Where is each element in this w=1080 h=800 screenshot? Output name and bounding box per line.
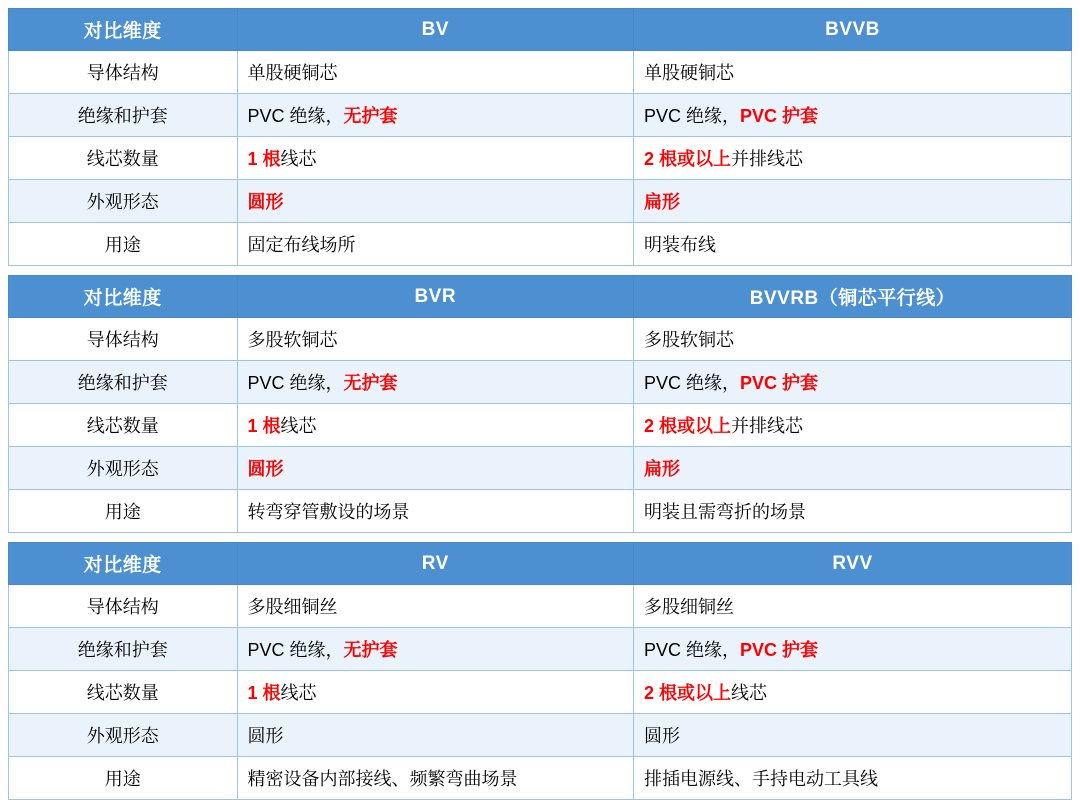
cell-type-1: [237, 447, 633, 490]
table-row: [9, 318, 1072, 361]
cell-type-2: [634, 318, 1072, 361]
cell-text: 明装布线: [644, 235, 717, 255]
comparison-table-bv-bvvb: [8, 8, 1072, 266]
highlighted-text: 无护套: [343, 373, 398, 393]
cell-type-2: [634, 714, 1072, 757]
highlighted-text: 2 根或以上: [644, 416, 732, 436]
table-header-row: [9, 543, 1072, 585]
table-row: [9, 51, 1072, 94]
cell-dimension: 线芯数量: [9, 137, 238, 180]
cell-dimension: 线芯数量: [9, 404, 238, 447]
cell-type-1: [237, 628, 633, 671]
cell-text: PVC 绝缘，: [644, 106, 741, 126]
cell-type-1: [237, 137, 633, 180]
cell-text: PVC 绝缘，: [247, 373, 344, 393]
cell-dimension: 用途: [9, 223, 238, 266]
cell-dimension: 外观形态: [9, 447, 238, 490]
comparison-table-bvr-bvvrb: [8, 275, 1072, 533]
cell-type-1: [237, 404, 633, 447]
column-header-dimension: 对比维度: [9, 276, 238, 318]
cell-text: 线芯: [731, 683, 768, 703]
highlighted-text: PVC 护套: [740, 106, 819, 126]
highlighted-text: 圆形: [247, 192, 284, 212]
cell-text: 并排线芯: [731, 416, 804, 436]
column-header-type-2: BVVB: [634, 9, 1072, 51]
table-row: [9, 180, 1072, 223]
column-header-type-1: RV: [237, 543, 633, 585]
cell-text: 圆形: [644, 726, 681, 746]
cell-text: 多股细铜丝: [644, 597, 735, 617]
column-header-dimension: 对比维度: [9, 543, 238, 585]
table-row: [9, 628, 1072, 671]
cell-type-2: [634, 757, 1072, 800]
cell-type-1: [237, 94, 633, 137]
highlighted-text: 1 根: [247, 683, 281, 703]
cell-type-2: [634, 180, 1072, 223]
cell-type-1: [237, 223, 633, 266]
cell-text: 多股软铜芯: [644, 330, 735, 350]
cell-type-2: [634, 490, 1072, 533]
cell-dimension: 导体结构: [9, 585, 238, 628]
table-header-row: [9, 9, 1072, 51]
cell-text: 精密设备内部接线、频繁弯曲场景: [247, 769, 518, 789]
cell-text: 线芯: [280, 149, 317, 169]
table-row: [9, 714, 1072, 757]
column-header-type-1: BVR: [237, 276, 633, 318]
table-row: [9, 757, 1072, 800]
cell-dimension: 外观形态: [9, 714, 238, 757]
cell-dimension: 外观形态: [9, 180, 238, 223]
cell-text: 排插电源线、手持电动工具线: [644, 769, 879, 789]
highlighted-text: PVC 护套: [740, 373, 819, 393]
highlighted-text: 扁形: [644, 192, 681, 212]
highlighted-text: 2 根或以上: [644, 149, 732, 169]
cell-text: 多股细铜丝: [247, 597, 338, 617]
cell-type-2: [634, 404, 1072, 447]
cell-text: 圆形: [247, 726, 284, 746]
cell-dimension: 导体结构: [9, 318, 238, 361]
column-header-dimension: 对比维度: [9, 9, 238, 51]
comparison-table-rv-rvv: [8, 542, 1072, 800]
table-body: [9, 51, 1072, 266]
cell-text: PVC 绝缘，: [247, 640, 344, 660]
cell-dimension: 用途: [9, 490, 238, 533]
column-header-type-2: RVV: [634, 543, 1072, 585]
cell-type-2: [634, 628, 1072, 671]
table-row: [9, 361, 1072, 404]
table-row: [9, 671, 1072, 714]
cell-type-1: [237, 361, 633, 404]
table-body: [9, 585, 1072, 800]
cell-dimension: 线芯数量: [9, 671, 238, 714]
cell-type-1: [237, 585, 633, 628]
column-header-type-2: BVVRB（铜芯平行线）: [634, 276, 1072, 318]
cell-type-1: [237, 490, 633, 533]
table-row: [9, 137, 1072, 180]
cell-text: 线芯: [280, 683, 317, 703]
cell-type-2: [634, 223, 1072, 266]
cell-type-2: [634, 94, 1072, 137]
cell-text: 多股软铜芯: [247, 330, 338, 350]
cell-dimension: 绝缘和护套: [9, 361, 238, 404]
cell-type-2: [634, 585, 1072, 628]
cell-text: 线芯: [280, 416, 317, 436]
cell-text: 转弯穿管敷设的场景: [247, 502, 410, 522]
cell-dimension: 用途: [9, 757, 238, 800]
cell-text: PVC 绝缘，: [247, 106, 344, 126]
cell-type-2: [634, 137, 1072, 180]
cell-dimension: 绝缘和护套: [9, 628, 238, 671]
column-header-type-1: BV: [237, 9, 633, 51]
cell-text: 单股硬铜芯: [247, 63, 338, 83]
cell-type-2: [634, 671, 1072, 714]
table-row: [9, 490, 1072, 533]
cell-text: 单股硬铜芯: [644, 63, 735, 83]
cell-dimension: 绝缘和护套: [9, 94, 238, 137]
highlighted-text: 1 根: [247, 149, 281, 169]
cell-type-2: [634, 361, 1072, 404]
cell-type-1: [237, 671, 633, 714]
cell-type-1: [237, 180, 633, 223]
table-header-row: [9, 276, 1072, 318]
cell-type-1: [237, 318, 633, 361]
cell-type-2: [634, 51, 1072, 94]
cell-text: PVC 绝缘，: [644, 373, 741, 393]
cell-text: 并排线芯: [731, 149, 804, 169]
cell-type-1: [237, 714, 633, 757]
highlighted-text: PVC 护套: [740, 640, 819, 660]
table-row: [9, 447, 1072, 490]
highlighted-text: 2 根或以上: [644, 683, 732, 703]
cell-type-2: [634, 447, 1072, 490]
cell-text: 明装且需弯折的场景: [644, 502, 807, 522]
table-row: [9, 404, 1072, 447]
cell-dimension: 导体结构: [9, 51, 238, 94]
cell-type-1: [237, 51, 633, 94]
table-row: [9, 223, 1072, 266]
cell-text: 固定布线场所: [247, 235, 356, 255]
table-body: [9, 318, 1072, 533]
cell-type-1: [237, 757, 633, 800]
cell-text: PVC 绝缘，: [644, 640, 741, 660]
highlighted-text: 无护套: [343, 106, 398, 126]
highlighted-text: 无护套: [343, 640, 398, 660]
highlighted-text: 1 根: [247, 416, 281, 436]
table-row: [9, 585, 1072, 628]
table-row: [9, 94, 1072, 137]
highlighted-text: 扁形: [644, 459, 681, 479]
highlighted-text: 圆形: [247, 459, 284, 479]
